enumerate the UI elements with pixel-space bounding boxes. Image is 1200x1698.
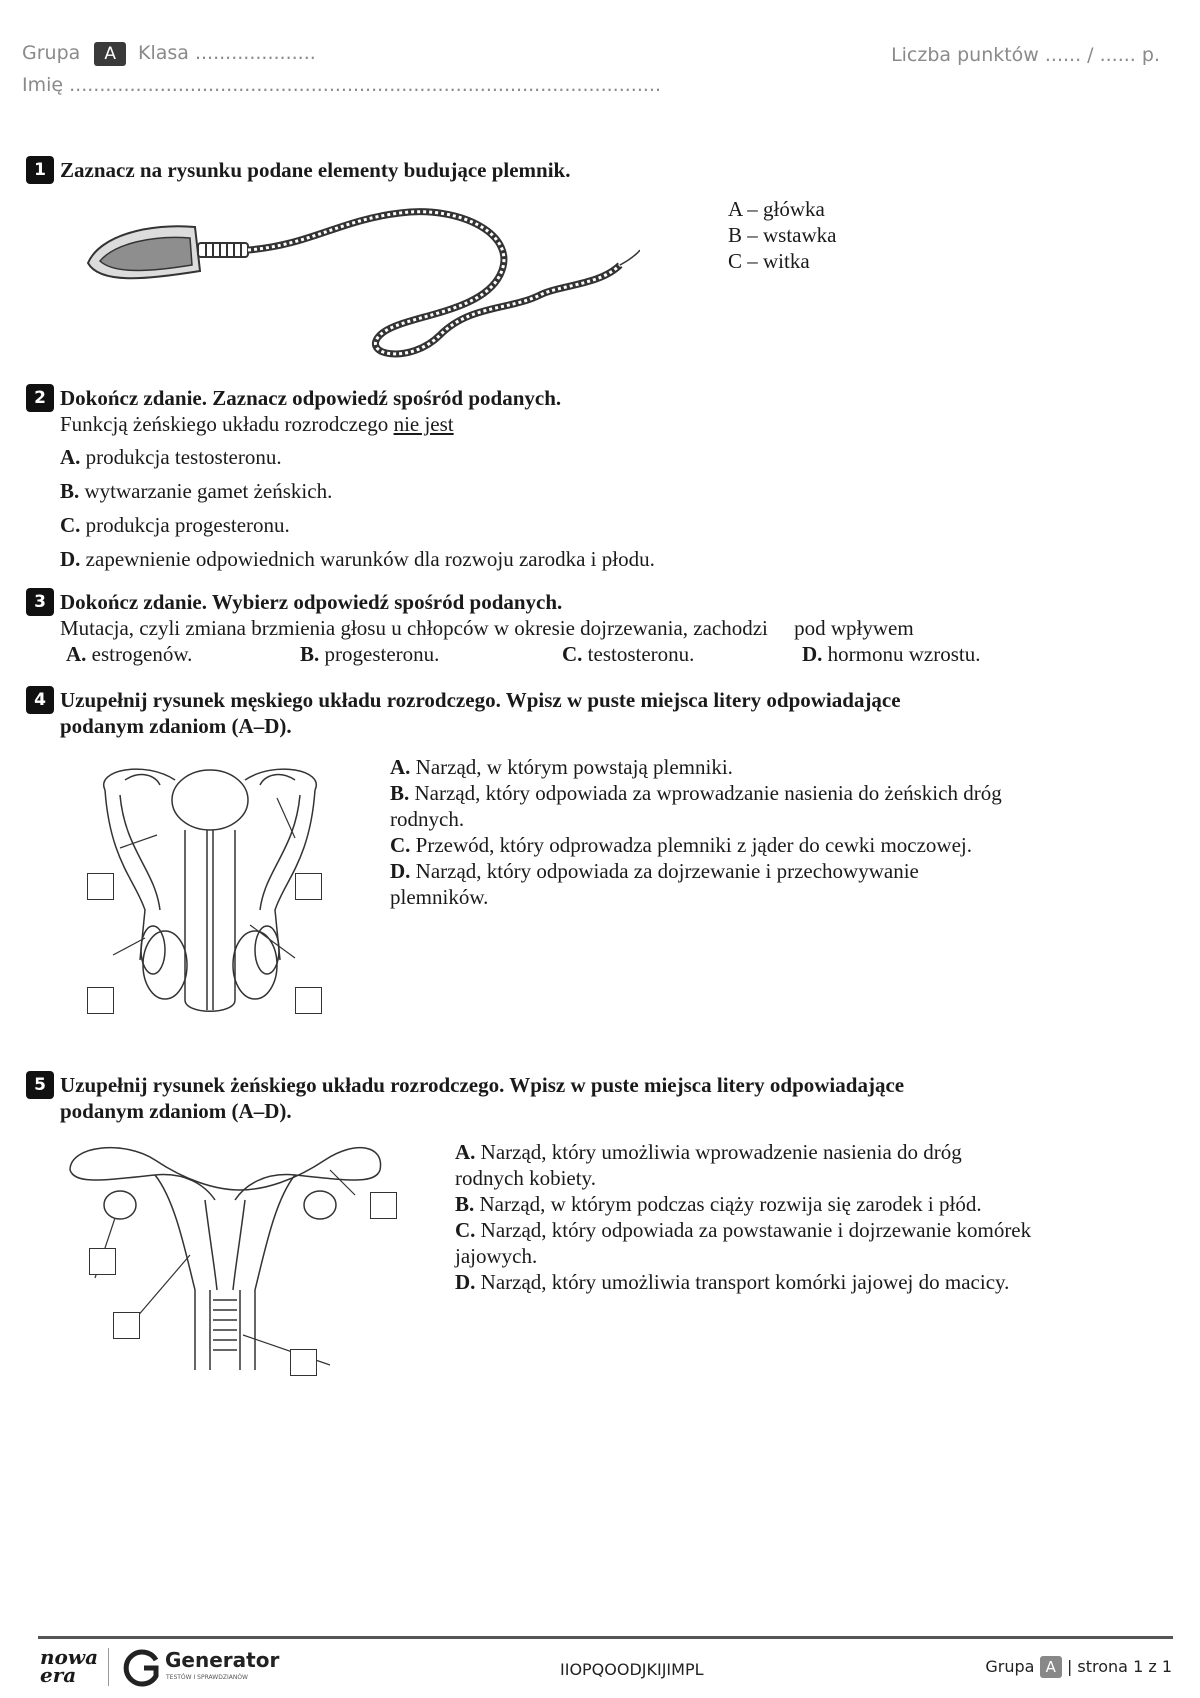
q2-stem-text: Funkcją żeńskiego układu rozrodczego	[60, 412, 394, 436]
generator-logo-text: Generator	[165, 1648, 280, 1672]
q2-title: Dokończ zdanie. Zaznacz odpowiedź spośród podanych.	[60, 386, 562, 410]
q4-answer-box-2[interactable]	[295, 873, 322, 900]
q4-items	[390, 754, 1080, 910]
q4-title-line2: podanym zdaniom (A–D).	[60, 714, 292, 738]
male-vas-left-top	[104, 769, 175, 790]
generator-logo-icon	[122, 1648, 162, 1688]
sperm-tail-outer	[248, 212, 620, 354]
header-group	[22, 42, 316, 66]
footer-page-label: | strona 1 z 1	[1066, 1657, 1172, 1676]
q5-items	[455, 1139, 1075, 1295]
female-cavity-left	[205, 1200, 217, 1290]
male-duct-left-inner	[120, 795, 160, 910]
footer-divider	[38, 1636, 1173, 1639]
class-field[interactable]: Klasa ....................	[138, 42, 316, 64]
q2-option-b[interactable]: B. wytwarzanie gamet żeńskich.	[60, 479, 333, 503]
q4-answer-box-1[interactable]	[87, 873, 114, 900]
footer-page-info	[985, 1656, 1172, 1678]
question-number-3: 3	[26, 588, 54, 616]
name-field[interactable]: Imię ..................................................................................................	[22, 74, 661, 96]
q3-option-b[interactable]: B. progesteronu.	[300, 642, 440, 666]
group-label: Grupa	[22, 42, 81, 64]
male-testis-left	[143, 931, 187, 999]
q2-option-c[interactable]: C. produkcja progesteronu.	[60, 513, 290, 537]
q1-label-b: B – wstawka	[728, 223, 837, 247]
q2-stem-underlined: nie jest	[393, 412, 454, 436]
female-ovary-right	[304, 1191, 336, 1219]
female-tube-left-lower	[70, 1170, 215, 1200]
question-number-4: 4	[26, 686, 54, 714]
q1-label-a: A – główka	[728, 197, 825, 221]
q3-stem: Mutacja, czyli zmiana brzmienia głosu u chłopców w okresie dojrzewania, zachodzi pod wpływem	[60, 616, 914, 640]
points-field[interactable]: Liczba punktów ...... / ...... p.	[891, 44, 1160, 66]
generator-logo-subtext: TESTÓW I SPRAWDZIANÓW	[166, 1674, 248, 1681]
male-seminal-right	[260, 775, 295, 785]
q5-answer-box-2[interactable]	[89, 1248, 116, 1275]
q5-answer-box-1[interactable]	[370, 1192, 397, 1219]
q3-title: Dokończ zdanie. Wybierz odpowiedź spośród podanych.	[60, 590, 563, 614]
q1-label-c: C – witka	[728, 249, 810, 273]
sperm-tail-end	[620, 250, 640, 265]
q2-option-d[interactable]: D. zapewnienie odpowiednich warunków dla rozwoju zarodka i płodu.	[60, 547, 655, 571]
female-cavity-right	[233, 1200, 245, 1290]
question-number-1: 1	[26, 156, 54, 184]
q4-title-line1: Uzupełnij rysunek męskiego układu rozrodczego. Wpisz w puste miejsca litery odpowiadające	[60, 688, 901, 712]
q4-item-d: D. Narząd, który odpowiada za dojrzewanie i przechowywanie plemników.	[390, 859, 919, 909]
female-vagina-folds	[213, 1300, 237, 1350]
sperm-diagram[interactable]	[80, 205, 640, 365]
q5-item-c: C. Narząd, który odpowiada za powstawanie i dojrzewanie komórek jajowych.	[455, 1218, 1032, 1268]
female-ovary-left	[104, 1191, 136, 1219]
male-penis	[185, 830, 235, 1011]
male-duct-right-inner	[260, 795, 300, 910]
female-tubes-top	[70, 1148, 381, 1190]
footer-group-badge: A	[1040, 1656, 1062, 1678]
footer-logo-separator	[108, 1648, 109, 1686]
q4-item-c: C. Przewód, który odprowadza plemniki z jąder do cewki moczowej.	[390, 833, 972, 857]
q4-answer-box-3[interactable]	[87, 987, 114, 1014]
q4-item-a: A. Narząd, w którym powstają plemniki.	[390, 755, 733, 779]
q5-item-a: A. Narząd, który umożliwia wprowadzenie nasienia do dróg rodnych kobiety.	[455, 1140, 962, 1190]
group-badge: A	[94, 42, 126, 66]
q5-item-d: D. Narząd, który umożliwia transport komórki jajowej do macicy.	[455, 1270, 1010, 1294]
male-leader-lines	[113, 798, 295, 958]
male-bladder	[172, 770, 248, 830]
q5-item-b: B. Narząd, w którym podczas ciąży rozwija się zarodek i płód.	[455, 1192, 982, 1216]
q5-title-line1: Uzupełnij rysunek żeńskiego układu rozrodczego. Wpisz w puste miejsca litery odpowiadające	[60, 1073, 905, 1097]
q3-option-d[interactable]: D. hormonu wzrostu.	[802, 642, 981, 666]
male-seminal-left	[125, 775, 160, 785]
q5-answer-box-4[interactable]	[290, 1349, 317, 1376]
q1-labels	[728, 196, 837, 274]
q3-option-c[interactable]: C. testosteronu.	[562, 642, 695, 666]
document-code: IIOPQOODJKIJIMPL	[560, 1660, 704, 1679]
q3-option-a[interactable]: A. estrogenów.	[66, 642, 193, 666]
q2-option-a[interactable]: A. produkcja testosteronu.	[60, 445, 282, 469]
nowa-era-logo: nowa era	[40, 1645, 99, 1687]
male-vas-right-top	[245, 769, 316, 790]
q4-item-b: B. Narząd, który odpowiada za wprowadzanie nasienia do żeńskich dróg rodnych.	[390, 781, 1002, 831]
q5-title-line2: podanym zdaniom (A–D).	[60, 1099, 292, 1123]
question-number-2: 2	[26, 384, 54, 412]
q5-answer-box-3[interactable]	[113, 1312, 140, 1339]
male-testis-right	[233, 931, 277, 999]
footer-group-label: Grupa	[985, 1657, 1035, 1676]
question-number-5: 5	[26, 1071, 54, 1099]
q2-stem	[60, 411, 454, 437]
q1-title: Zaznacz na rysunku podane elementy budujące plemnik.	[60, 158, 571, 182]
sperm-tail-inner	[248, 212, 620, 354]
q4-answer-box-4[interactable]	[295, 987, 322, 1014]
female-reproductive-diagram	[65, 1140, 415, 1385]
